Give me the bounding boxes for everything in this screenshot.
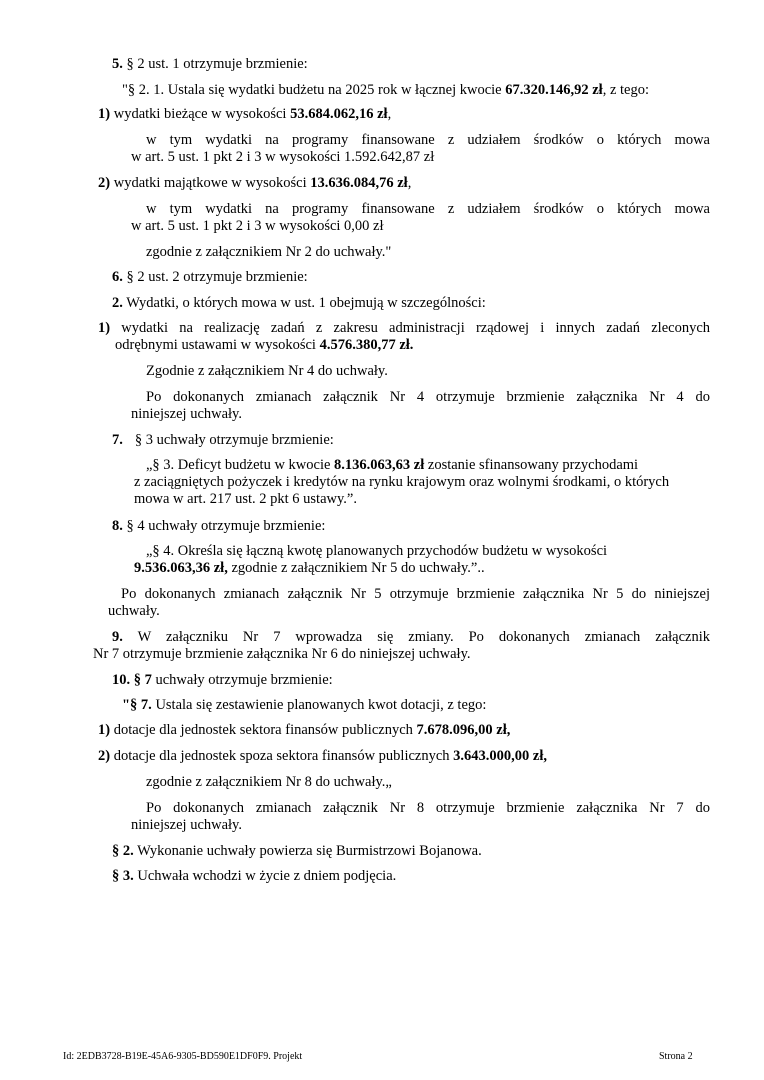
paragraph-deficit-line2: z zaciągniętych pożyczek i kredytów na rynku krajowym oraz wolnymi środkami, o których	[134, 474, 670, 490]
paragraph-annex-4-change-line2: niniejszej uchwały.	[131, 406, 242, 422]
paragraph-annex-5-change-line1: Po dokonanych zmianach załącznik Nr 5 otrzymuje brzmienie załącznika Nr 5 do niniejszej	[121, 586, 710, 602]
section-3-entry-into-force: § 3. Uchwała wchodzi w życie z dniem podjęcia.	[112, 868, 397, 884]
paragraph-revenue-line2: 9.536.063,36 zł, zgodnie z załącznikiem Nr 5 do uchwały.”..	[134, 560, 485, 576]
paragraph-programs-capital-line1: w tym wydatki na programy finansowane z udziałem środków o których mowa	[146, 201, 710, 217]
item-1-current-expenses: 1) wydatki bieżące w wysokości 53.684.062,16 zł,	[98, 106, 392, 122]
paragraph-quote-2-1: "§ 2. 1. Ustala się wydatki budżetu na 2025 rok w łącznej kwocie 67.320.146,92 zł, z tego:	[122, 82, 649, 98]
paragraph-annex-2: zgodnie z załącznikiem Nr 2 do uchwały."	[146, 244, 392, 260]
paragraph-annex-8-change-line2: niniejszej uchwały.	[131, 817, 242, 833]
paragraph-annex-4-change-line1: Po dokonanych zmianach załącznik Nr 4 otrzymuje brzmienie załącznika Nr 4 do	[146, 389, 710, 405]
footer-document-id: Id: 2EDB3728-B19E-45A6-9305-BD590E1DF0F9. Projekt	[63, 1051, 303, 1062]
paragraph-annex-8: zgodnie z załącznikiem Nr 8 do uchwały.„	[146, 774, 392, 790]
paragraph-annex-5-change-line2: uchwały.	[108, 603, 160, 619]
item-2-non-public-subsidies: 2) dotacje dla jednostek spoza sektora finansów publicznych 3.643.000,00 zł,	[98, 748, 547, 764]
paragraph-8: 8. § 4 uchwały otrzymuje brzmienie:	[112, 518, 326, 534]
paragraph-deficit-line1: „§ 3. Deficyt budżetu w kwocie 8.136.063,63 zł zostanie sfinansowany przychodami	[146, 457, 639, 473]
paragraph-revenue-line1: „§ 4. Określa się łączną kwotę planowanych przychodów budżetu w wysokości	[146, 543, 608, 559]
section-2-execution: § 2. Wykonanie uchwały powierza się Burmistrzowi Bojanowa.	[112, 843, 482, 859]
paragraph-9-line2: Nr 7 otrzymuje brzmienie załącznika Nr 6 do niniejszej uchwały.	[93, 646, 471, 662]
paragraph-subsidies: "§ 7. Ustala się zestawienie planowanych kwot dotacji, z tego:	[122, 697, 487, 713]
paragraph-programs-current-line1: w tym wydatki na programy finansowane z udziałem środków o których mowa	[146, 132, 710, 148]
item-1-government-tasks-line2: odrębnymi ustawami w wysokości 4.576.380,77 zł.	[115, 337, 414, 353]
paragraph-annex-4: Zgodnie z załącznikiem Nr 4 do uchwały.	[146, 363, 388, 379]
paragraph-2-expenses: 2. Wydatki, o których mowa w ust. 1 obejmują w szczególności:	[112, 295, 486, 311]
item-1-government-tasks-line1: 1) wydatki na realizację zadań z zakresu administracji rządowej i innych zadań zleconych	[98, 320, 710, 336]
paragraph-10: 10. § 7 uchwały otrzymuje brzmienie:	[112, 672, 333, 688]
paragraph-5: 5. § 2 ust. 1 otrzymuje brzmienie:	[112, 56, 308, 72]
paragraph-programs-current-line2: w art. 5 ust. 1 pkt 2 i 3 w wysokości 1.592.642,87 zł	[131, 149, 435, 165]
paragraph-programs-capital-line2: w art. 5 ust. 1 pkt 2 i 3 w wysokości 0,00 zł	[131, 218, 384, 234]
paragraph-7: 7. § 3 uchwały otrzymuje brzmienie:	[112, 432, 334, 448]
item-1-public-subsidies: 1) dotacje dla jednostek sektora finansów publicznych 7.678.096,00 zł,	[98, 722, 511, 738]
paragraph-6: 6. § 2 ust. 2 otrzymuje brzmienie:	[112, 269, 308, 285]
item-2-capital-expenses: 2) wydatki majątkowe w wysokości 13.636.084,76 zł,	[98, 175, 412, 191]
paragraph-deficit-line3: mowa w art. 217 ust. 2 pkt 6 ustawy.”.	[134, 491, 357, 507]
footer-page-number: Strona 2	[659, 1051, 693, 1062]
paragraph-9-line1: 9. W załączniku Nr 7 wprowadza się zmiany. Po dokonanych zmianach załącznik	[112, 629, 710, 645]
paragraph-annex-8-change-line1: Po dokonanych zmianach załącznik Nr 8 otrzymuje brzmienie załącznika Nr 7 do	[146, 800, 710, 816]
